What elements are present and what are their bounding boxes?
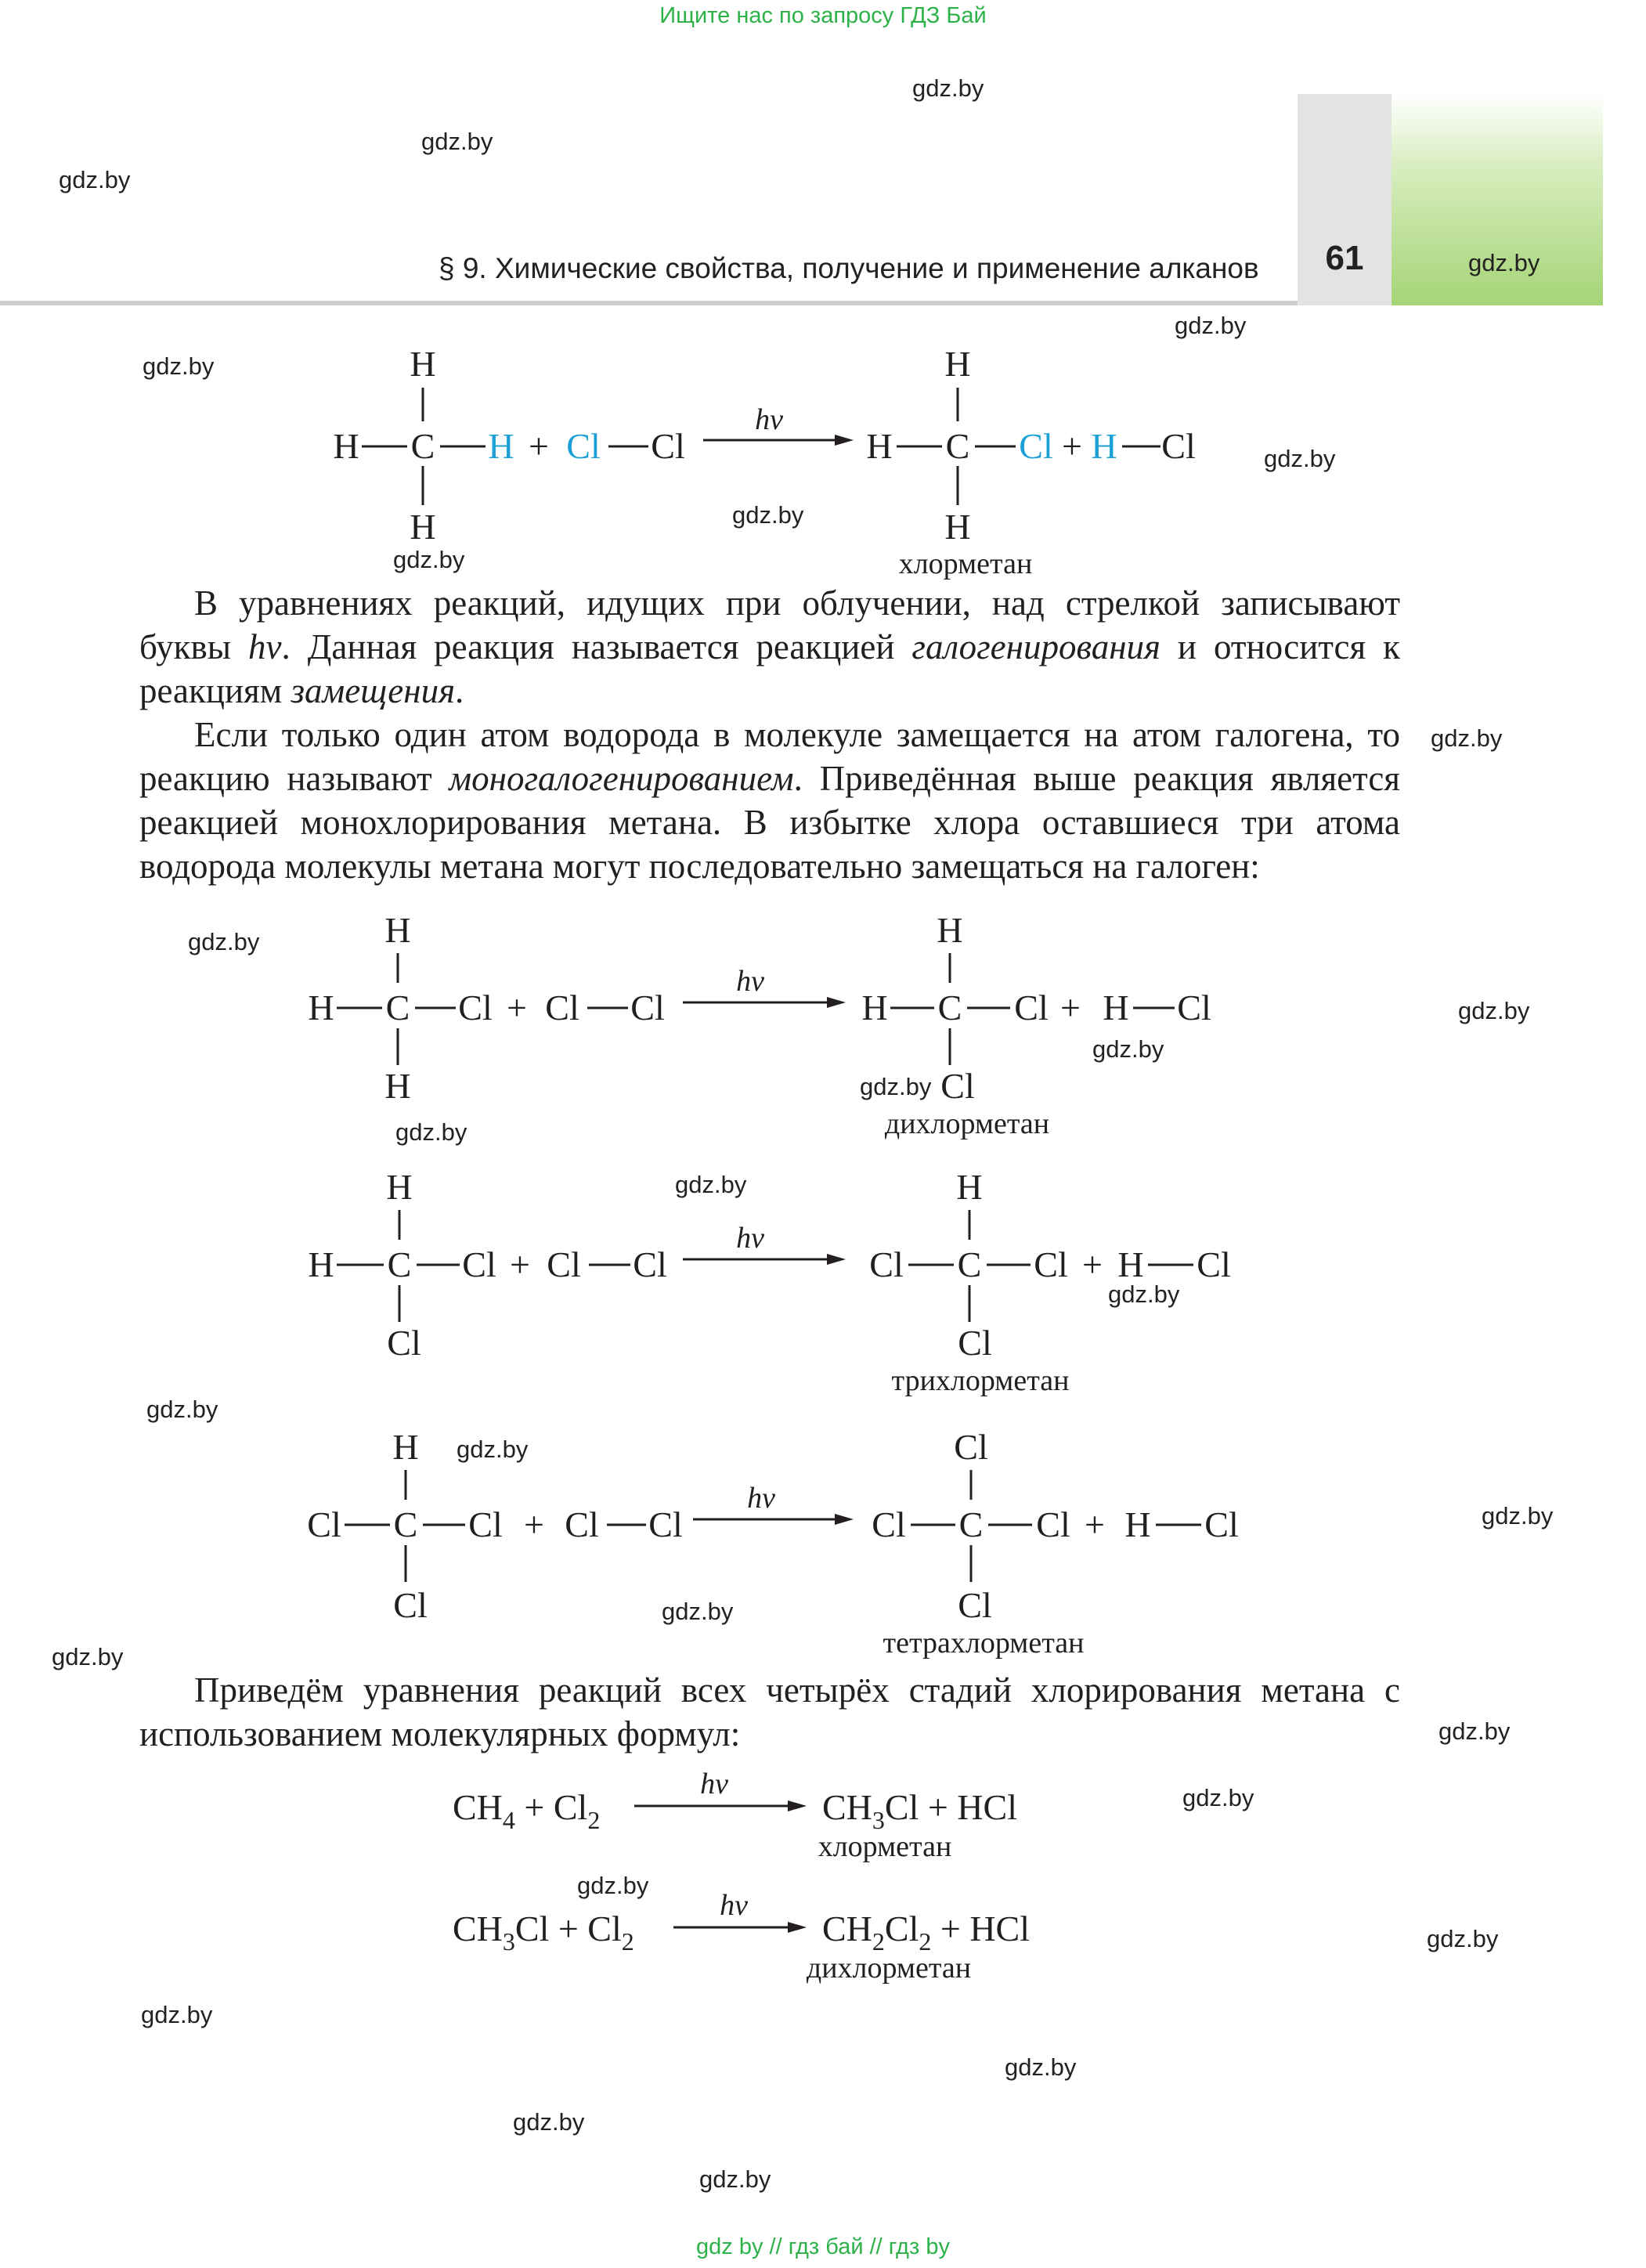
atom-c: C [937,988,962,1027]
formula-ch3cl-hcl: $CH_3Cl$ + HCl [822,1787,1017,1834]
plus-sign: + [507,988,527,1027]
atom-cl: Cl [565,1504,599,1544]
atom-cl: Cl [462,1244,496,1284]
atom-cl: Cl [1197,1244,1231,1284]
watermark: gdz.by [1092,1035,1164,1063]
equation-trichloromethane [0,1161,1646,1396]
plus-sign: + [1085,1504,1105,1544]
watermark: gdz.by [188,928,260,955]
atom-cl: Cl [1034,1244,1068,1284]
atom-h: H [410,344,436,384]
product-name: трихлорметан [891,1364,1070,1396]
watermark: gdz.by [146,1396,218,1423]
hv-label: hν [736,965,764,998]
watermark: gdz.by [1468,249,1540,276]
atom-cl-highlight: Cl [566,426,601,466]
product-name: тетрахлорметан [883,1627,1085,1659]
atom-c: C [393,1504,418,1544]
atom-cl: Cl [648,1504,683,1544]
atom-cl-highlight: Cl [1019,426,1053,466]
atom-h: H [944,344,971,384]
atom-h: H [384,1066,411,1106]
running-head: § 9. Химические свойства, получение и применение алканов [439,252,1259,284]
atom-c: C [410,426,435,466]
plus-sign: + [529,426,549,466]
atom-cl: Cl [458,988,493,1027]
atom-c: C [957,1244,982,1284]
watermark: gdz.by [393,546,465,573]
plus-sign: + [510,1244,530,1284]
atom-h: H [410,507,436,547]
product-name: хлорметан [818,1830,952,1863]
atom-h: H [392,1427,419,1467]
product-name: дихлорметан [884,1107,1050,1139]
atom-cl: Cl [954,1427,988,1467]
equation-dichloromethane [0,905,1646,1139]
atom-h: H [308,1244,334,1284]
header-rule [0,301,1298,305]
watermark: gdz.by [675,1171,747,1198]
atom-c: C [958,1504,984,1544]
paragraph-1: В уравнениях реакций, идущих при облучении, над стрелкой записывают буквы hν. Данная реакция называется реакцией галогенирования и относится к реакциям замещения. [139,583,1400,710]
atom-h-highlight: H [488,426,514,466]
atom-h: H [1117,1244,1144,1284]
watermark: gdz.by [1482,1502,1554,1529]
watermark: gdz.by [699,2165,771,2193]
molecular-equation-1 [0,1762,1646,1880]
atom-cl: Cl [958,1585,992,1625]
atom-cl: Cl [869,1244,904,1284]
watermark: gdz.by [1175,312,1247,339]
watermark: gdz.by [457,1436,529,1463]
atom-h: H [937,910,963,950]
hv-label: hν [747,1482,775,1515]
atom-cl: Cl [393,1585,428,1625]
watermark: gdz.by [52,1643,124,1670]
watermark: gdz.by [395,1118,467,1146]
atom-cl: Cl [958,1323,992,1363]
plus-sign: + [1060,988,1081,1027]
atom-cl: Cl [1204,1504,1239,1544]
atom-h: H [944,507,971,547]
watermark: gdz.by [1427,1925,1499,1952]
watermark: gdz.by [141,2001,213,2028]
watermark: gdz.by [912,74,984,102]
atom-c: C [945,426,970,466]
product-name: дихлорметан [806,1952,972,1984]
atom-h: H [386,1167,413,1207]
atom-cl: Cl [387,1323,421,1363]
product-name: хлорметан [898,547,1033,580]
atom-cl: Cl [630,988,665,1027]
atom-h: H [956,1167,983,1207]
watermark: gdz.by [860,1073,932,1100]
watermark: gdz.by [1264,445,1336,472]
watermark: gdz.by [1005,2053,1077,2081]
watermark: gdz.by [421,128,493,155]
watermark: gdz.by [732,501,804,529]
watermark: gdz.by [1182,1784,1254,1811]
watermark: gdz.by [577,1872,649,1899]
atom-h: H [384,910,411,950]
atom-h: H [866,426,893,466]
atom-h-highlight: H [1091,426,1117,466]
atom-h: H [861,988,888,1027]
atom-h: H [1103,988,1129,1027]
atom-cl: Cl [1014,988,1049,1027]
atom-c: C [387,1244,412,1284]
atom-h: H [1124,1504,1151,1544]
molecular-equation-2 [0,1883,1646,2001]
watermark: gdz.by [1458,997,1530,1024]
atom-cl: Cl [545,988,579,1027]
formula-ch3cl: $CH_3Cl + Cl_2$ [453,1909,634,1956]
atom-cl: Cl [1177,988,1211,1027]
hv-label: hν [736,1222,764,1255]
watermark: gdz.by [59,166,131,193]
paragraph-3: Приведём уравнения реакций всех четырёх стадий хлорирования метана с использованием молекулярных формул: [139,1670,1400,1753]
atom-cl: Cl [1161,426,1196,466]
atom-h: H [308,988,334,1027]
paragraph-2: Если только один атом водорода в молекуле замещается на атом галогена, то реакцию называют моногалогенированием. Приведённая выше реакция является реакцией монохлорирования метана. В избытке хлора оставшиеся три атома водорода молекулы метана могут последовательно замещаться на галоген: [139,715,1400,886]
hv-label: hν [755,403,783,436]
atom-cl: Cl [468,1504,503,1544]
atom-cl: Cl [1036,1504,1070,1544]
hv-label: hν [720,1889,748,1922]
plus-sign: + [524,1504,544,1544]
atom-cl: Cl [872,1504,906,1544]
atom-cl: Cl [940,1066,975,1106]
formula-ch4: $CH_4 + Cl_2$ [453,1787,601,1834]
watermark: gdz.by [1431,724,1503,752]
atom-cl: Cl [633,1244,667,1284]
watermark: gdz.by [1108,1280,1180,1308]
formula-ch2cl2-hcl: $CH_2Cl_2$ + HCl [822,1909,1030,1956]
equation-methane-chlorination [0,329,1646,587]
atom-c: C [385,988,410,1027]
atom-cl: Cl [651,426,685,466]
bottom-links[interactable]: gdz by // гдз бай // гдз by [696,2234,950,2259]
atom-h: H [333,426,359,466]
top-banner[interactable]: Ищите нас по запросу ГДЗ Бай [659,3,987,28]
watermark: gdz.by [513,2108,585,2136]
plus-sign: + [1062,426,1082,466]
atom-cl: Cl [307,1504,341,1544]
page-number: 61 [1325,239,1364,277]
watermark: gdz.by [662,1598,734,1625]
hv-label: hν [700,1768,728,1800]
atom-cl: Cl [547,1244,581,1284]
watermark: gdz.by [143,352,215,380]
watermark: gdz.by [1438,1717,1511,1745]
equation-tetrachloromethane [0,1421,1646,1672]
plus-sign: + [1082,1244,1103,1284]
